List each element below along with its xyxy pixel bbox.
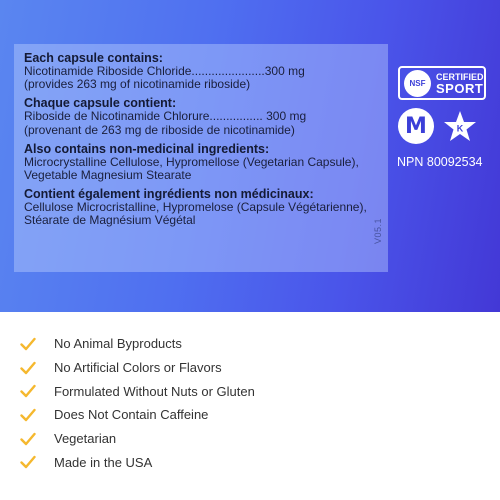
checklist-label: Made in the USA — [54, 454, 153, 470]
english-other-ingredients-text: Microcrystalline Cellulose, Hypromellose (Vegetarian Capsule), Vegetable Magnesium Stearate — [24, 154, 359, 183]
french-contents-heading: Chaque capsule contient: — [24, 96, 177, 111]
star-k-kosher-icon — [443, 110, 477, 144]
checklist-item — [20, 379, 255, 403]
french-provides-line: (provenant de 263 mg de riboside de nicotinamide) — [24, 122, 295, 137]
checkmark-icon — [20, 408, 36, 422]
english-ingredient-line: Nicotinamide Riboside Chloride......................300 mg — [24, 64, 305, 78]
nsf-sport-text: SPORT — [436, 81, 484, 96]
french-ingredient-line: Riboside de Nicotinamide Chlorure................ 300 mg — [24, 109, 307, 124]
m-letter: M — [405, 113, 427, 139]
version-code: V05.1 — [373, 217, 383, 244]
checklist-item — [20, 427, 255, 451]
english-contents-heading: Each capsule contains: — [24, 51, 163, 65]
checklist-item — [20, 332, 255, 356]
checkmark-icon — [20, 455, 36, 469]
checklist-item — [20, 450, 255, 474]
checkmark-icon — [20, 337, 36, 351]
npn-number: NPN 80092534 — [397, 155, 483, 169]
star-k-letter: K — [456, 123, 464, 134]
checklist-label: No Artificial Colors or Flavors — [54, 360, 222, 376]
nsf-seal-text: NSF — [409, 78, 426, 88]
checklist-item — [20, 403, 255, 427]
french-other-ingredients-text: Cellulose Microcristalline, Hypromelose (Capsule Végétarienne), Stéarate de Magnésium Végétal — [24, 200, 367, 228]
feature-checklist — [20, 332, 255, 474]
nsf-seal-icon — [404, 70, 431, 97]
checkmark-icon — [20, 384, 36, 398]
nsf-certified-sport-badge — [398, 66, 486, 100]
checkmark-icon — [20, 361, 36, 375]
nsf-badge-text — [436, 72, 484, 94]
checklist-label: Does Not Contain Caffeine — [54, 407, 209, 423]
ingredients-panel — [14, 44, 388, 272]
english-other-ingredients-heading: Also contains non-medicinal ingredients: — [24, 141, 270, 156]
checklist-label: No Animal Byproducts — [54, 336, 182, 352]
m-certification-icon — [398, 108, 434, 144]
checkmark-icon — [20, 432, 36, 446]
checklist-item — [20, 356, 255, 380]
french-other-ingredients-heading: Contient également ingrédients non médicinaux: — [24, 187, 314, 202]
checklist-label: Vegetarian — [54, 431, 117, 447]
english-provides-line: (provides 263 mg of nicotinamide riboside) — [24, 77, 251, 92]
checklist-label: Formulated Without Nuts or Gluten — [54, 383, 255, 399]
nsf-certified-text: CERTIFIED — [436, 72, 484, 82]
